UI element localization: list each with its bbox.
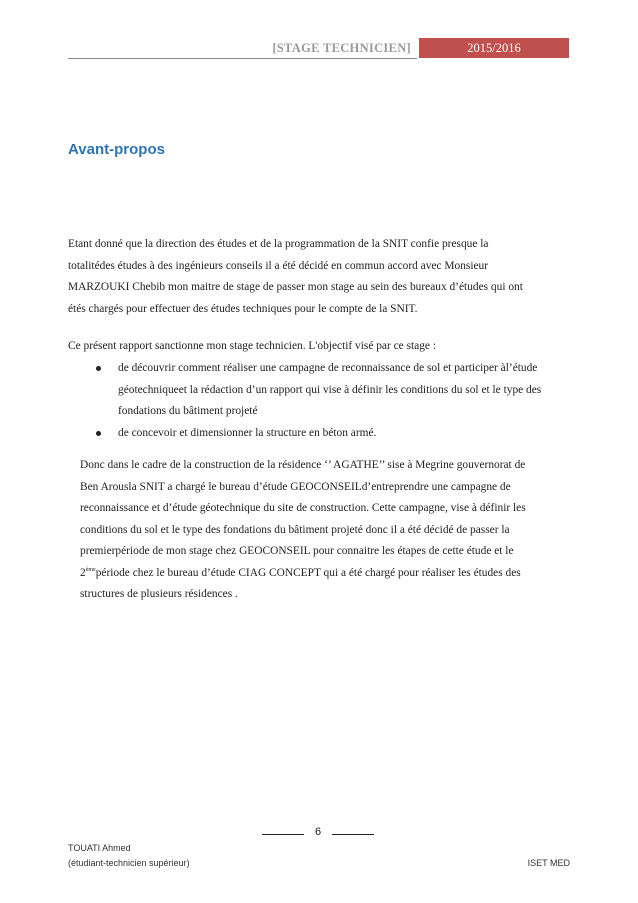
text-line: premierpériode de mon stage chez GEOCONSEIL pour connaitre les étapes de cette étude et le — [80, 545, 514, 557]
text-line: Donc dans le cadre de la construction de la résidence ‘’ AGATHE’’ sise à Megrine gouvernorat de — [80, 459, 526, 471]
text-line: conditions du sol et le type des fondations du bâtiment projeté donc il a été décidé de passer la — [80, 523, 510, 536]
list-item — [88, 358, 570, 423]
bullet-icon — [96, 366, 101, 371]
section-title: Avant-propos — [68, 141, 165, 158]
footer-rule-left — [262, 834, 304, 835]
text-span: période chez le bureau d’étude CIAG CONCEPT qui a été chargé pour réaliser les études des — [95, 566, 521, 579]
footer-institution: ISET MED — [527, 858, 570, 868]
objective-paragraph: Ce présent rapport sanctionne mon stage technicien. L'objectif visé par ce stage : — [68, 340, 436, 352]
header-year: 2015/2016 — [419, 38, 569, 58]
text-line: Ben Arousla SNIT a chargé le bureau d’étude GEOCONSEILd’entreprendre une campagne de — [80, 480, 511, 493]
header-label: [STAGE TECHNICIEN] — [272, 41, 411, 55]
text-line: de concevoir et dimensionner la structure en béton armé. — [118, 426, 377, 439]
intro-paragraph — [68, 234, 570, 320]
text-line: fondations du bâtiment projeté — [118, 405, 258, 417]
author-name: TOUATI Ahmed — [68, 843, 131, 853]
footer-rule-right — [332, 834, 374, 835]
footer-author — [68, 841, 190, 871]
list-item — [88, 423, 570, 445]
text-line: Etant donné que la direction des études et de la programmation de la SNIT confie presque la — [68, 238, 489, 250]
objectives-list — [88, 358, 570, 444]
text-line: reconnaissance et d’étude géotechnique du site de construction. Cette campagne, vise à définir les — [80, 502, 526, 514]
page-number-block — [262, 826, 374, 842]
page-number: 6 — [314, 826, 322, 838]
text-line: étés chargés pour effectuer des études techniques pour le compte de la SNIT. — [68, 302, 418, 315]
ordinal-suffix: ème — [85, 566, 96, 573]
text-line: de découvrir comment réaliser une campagne de reconnaissance de sol et participer àl’étude — [118, 362, 538, 374]
context-paragraph — [80, 455, 572, 606]
text-line — [80, 563, 572, 585]
author-role: (étudiant-technicien supérieur) — [68, 858, 190, 868]
header-rule — [68, 58, 417, 59]
page-header — [68, 38, 569, 60]
text-line: structures de plusieurs résidences . — [80, 588, 238, 600]
text-line: géotechniqueet la rédaction d’un rapport qui vise à définir les conditions du sol et le type des — [118, 383, 542, 396]
text-line: totalitédes études à des ingénieurs conseils il a été décidé en commun accord avec Monsieur — [68, 259, 489, 272]
text-line: MARZOUKI Chebib mon maitre de stage de passer mon stage au sein des bureaux d’études qui ont — [68, 281, 523, 293]
ordinal-number: 2 — [80, 566, 86, 579]
bullet-icon — [96, 431, 101, 436]
